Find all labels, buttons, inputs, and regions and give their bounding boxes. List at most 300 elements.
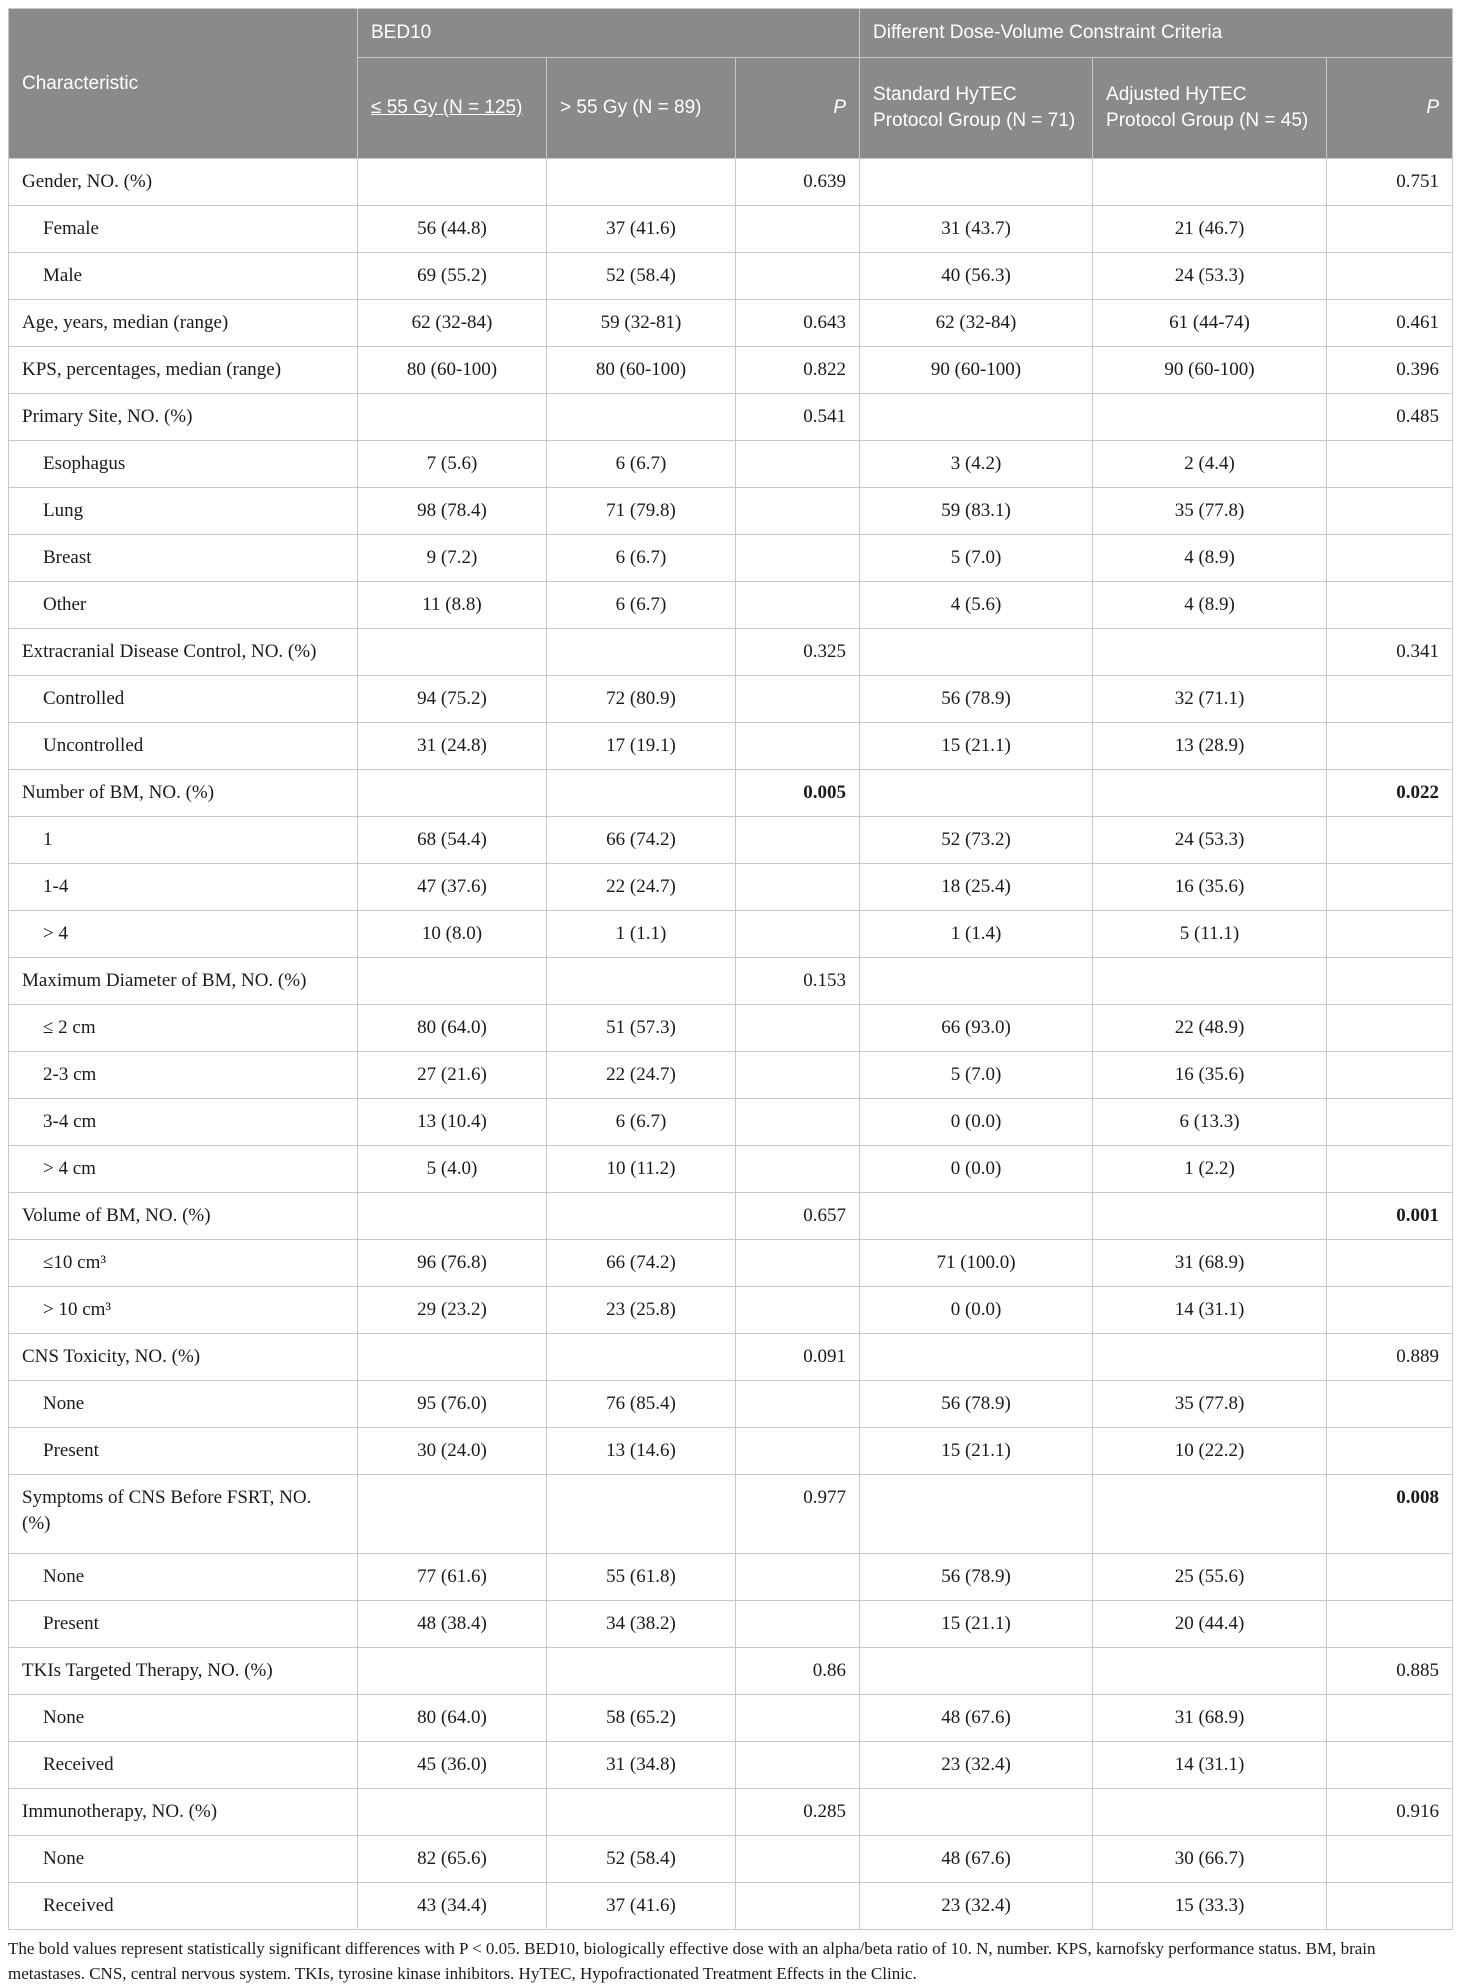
cell-standard: [860, 1648, 1093, 1695]
row-label: Symptoms of CNS Before FSRT, NO. (%): [9, 1475, 358, 1554]
table-row: [9, 347, 1453, 394]
row-label: None: [9, 1381, 358, 1428]
cell-p2: 0.885: [1327, 1648, 1453, 1695]
cell-gt55: 17 (19.1): [547, 723, 736, 770]
cell-p2: 0.751: [1327, 159, 1453, 206]
cell-p2: [1327, 535, 1453, 582]
cell-gt55: 72 (80.9): [547, 676, 736, 723]
cell-adjusted: [1093, 770, 1327, 817]
cell-standard: [860, 629, 1093, 676]
table-row: [9, 1005, 1453, 1052]
cell-adjusted: [1093, 394, 1327, 441]
table-row: [9, 1381, 1453, 1428]
header-col-p2: P: [1327, 58, 1453, 159]
cell-adjusted: 24 (53.3): [1093, 253, 1327, 300]
table-row: [9, 770, 1453, 817]
cell-le55: 77 (61.6): [358, 1554, 547, 1601]
cell-gt55: 58 (65.2): [547, 1695, 736, 1742]
cell-le55: 11 (8.8): [358, 582, 547, 629]
table-row: [9, 911, 1453, 958]
cell-p2: [1327, 1883, 1453, 1930]
cell-gt55: 6 (6.7): [547, 582, 736, 629]
cell-adjusted: 31 (68.9): [1093, 1240, 1327, 1287]
row-label: ≤ 2 cm: [9, 1005, 358, 1052]
row-label: Age, years, median (range): [9, 300, 358, 347]
cell-p1: [736, 582, 860, 629]
cell-le55: [358, 1789, 547, 1836]
cell-gt55: 71 (79.8): [547, 488, 736, 535]
table-row: [9, 1742, 1453, 1789]
table-row: [9, 159, 1453, 206]
cell-adjusted: 5 (11.1): [1093, 911, 1327, 958]
cell-p1: [736, 1052, 860, 1099]
table-row: [9, 1099, 1453, 1146]
cell-gt55: [547, 1648, 736, 1695]
cell-p2: [1327, 723, 1453, 770]
cell-p2: [1327, 1287, 1453, 1334]
table-row: [9, 300, 1453, 347]
cell-p1: [736, 817, 860, 864]
cell-gt55: [547, 1475, 736, 1554]
cell-gt55: 52 (58.4): [547, 1836, 736, 1883]
row-label: Extracranial Disease Control, NO. (%): [9, 629, 358, 676]
cell-p1: [736, 676, 860, 723]
cell-p1: [736, 911, 860, 958]
cell-p2: 0.461: [1327, 300, 1453, 347]
cell-p1: 0.153: [736, 958, 860, 1005]
row-label: Received: [9, 1742, 358, 1789]
row-label: Primary Site, NO. (%): [9, 394, 358, 441]
cell-p1: [736, 1240, 860, 1287]
row-label: None: [9, 1554, 358, 1601]
header-characteristic: Characteristic: [9, 9, 358, 159]
cell-gt55: 1 (1.1): [547, 911, 736, 958]
characteristics-table: [8, 8, 1453, 1930]
cell-p2: [1327, 488, 1453, 535]
cell-standard: [860, 1334, 1093, 1381]
cell-standard: 3 (4.2): [860, 441, 1093, 488]
table-row: [9, 1052, 1453, 1099]
row-label: 3-4 cm: [9, 1099, 358, 1146]
cell-gt55: 10 (11.2): [547, 1146, 736, 1193]
cell-gt55: [547, 1334, 736, 1381]
cell-adjusted: [1093, 1475, 1327, 1554]
header-group-bed10: BED10: [358, 9, 860, 58]
cell-p2: [1327, 817, 1453, 864]
cell-gt55: 23 (25.8): [547, 1287, 736, 1334]
cell-p1: [736, 1836, 860, 1883]
cell-le55: 7 (5.6): [358, 441, 547, 488]
cell-p1: [736, 441, 860, 488]
cell-p1: [736, 488, 860, 535]
cell-adjusted: 25 (55.6): [1093, 1554, 1327, 1601]
cell-standard: 48 (67.6): [860, 1836, 1093, 1883]
table-row: [9, 535, 1453, 582]
cell-adjusted: 16 (35.6): [1093, 864, 1327, 911]
cell-standard: 0 (0.0): [860, 1287, 1093, 1334]
table-row: [9, 1648, 1453, 1695]
cell-p1: 0.639: [736, 159, 860, 206]
cell-standard: 18 (25.4): [860, 864, 1093, 911]
cell-p2: [1327, 253, 1453, 300]
cell-gt55: [547, 770, 736, 817]
cell-gt55: 76 (85.4): [547, 1381, 736, 1428]
cell-standard: 5 (7.0): [860, 1052, 1093, 1099]
cell-p2: [1327, 1005, 1453, 1052]
cell-le55: 80 (64.0): [358, 1695, 547, 1742]
row-label: Number of BM, NO. (%): [9, 770, 358, 817]
cell-le55: 96 (76.8): [358, 1240, 547, 1287]
cell-le55: 43 (34.4): [358, 1883, 547, 1930]
cell-p2: [1327, 206, 1453, 253]
cell-le55: [358, 1475, 547, 1554]
cell-standard: 56 (78.9): [860, 1381, 1093, 1428]
table-container: [8, 8, 1452, 1986]
cell-le55: 5 (4.0): [358, 1146, 547, 1193]
row-label: > 4 cm: [9, 1146, 358, 1193]
cell-p2: [1327, 1601, 1453, 1648]
header-col-standard: Standard HyTEC Protocol Group (N = 71): [860, 58, 1093, 159]
table-row: [9, 1601, 1453, 1648]
row-label: ≤10 cm³: [9, 1240, 358, 1287]
table-row: [9, 441, 1453, 488]
cell-adjusted: [1093, 1334, 1327, 1381]
cell-standard: 66 (93.0): [860, 1005, 1093, 1052]
cell-gt55: [547, 958, 736, 1005]
cell-le55: 29 (23.2): [358, 1287, 547, 1334]
cell-p2: [1327, 1099, 1453, 1146]
cell-gt55: 37 (41.6): [547, 1883, 736, 1930]
cell-le55: 69 (55.2): [358, 253, 547, 300]
cell-le55: 10 (8.0): [358, 911, 547, 958]
cell-le55: 31 (24.8): [358, 723, 547, 770]
cell-p2: 0.485: [1327, 394, 1453, 441]
cell-p2: [1327, 1554, 1453, 1601]
cell-adjusted: 35 (77.8): [1093, 488, 1327, 535]
cell-gt55: 59 (32-81): [547, 300, 736, 347]
cell-p1: [736, 723, 860, 770]
cell-le55: [358, 159, 547, 206]
cell-le55: 27 (21.6): [358, 1052, 547, 1099]
cell-adjusted: [1093, 958, 1327, 1005]
cell-le55: [358, 1648, 547, 1695]
cell-standard: [860, 394, 1093, 441]
cell-p1: 0.541: [736, 394, 860, 441]
cell-standard: 1 (1.4): [860, 911, 1093, 958]
table-row: [9, 958, 1453, 1005]
cell-standard: 23 (32.4): [860, 1742, 1093, 1789]
cell-adjusted: 14 (31.1): [1093, 1742, 1327, 1789]
cell-adjusted: [1093, 159, 1327, 206]
cell-gt55: 66 (74.2): [547, 1240, 736, 1287]
table-row: [9, 394, 1453, 441]
cell-standard: [860, 958, 1093, 1005]
row-label: Male: [9, 253, 358, 300]
cell-p2: 0.916: [1327, 1789, 1453, 1836]
row-label: None: [9, 1695, 358, 1742]
row-label: KPS, percentages, median (range): [9, 347, 358, 394]
cell-gt55: [547, 1193, 736, 1240]
cell-gt55: 31 (34.8): [547, 1742, 736, 1789]
cell-standard: [860, 1475, 1093, 1554]
cell-adjusted: 35 (77.8): [1093, 1381, 1327, 1428]
cell-adjusted: 13 (28.9): [1093, 723, 1327, 770]
cell-p1: 0.285: [736, 1789, 860, 1836]
cell-p1: 0.091: [736, 1334, 860, 1381]
header-row-top: [9, 9, 1453, 58]
cell-gt55: 22 (24.7): [547, 864, 736, 911]
cell-standard: 56 (78.9): [860, 1554, 1093, 1601]
cell-p2: [1327, 1146, 1453, 1193]
cell-p2: [1327, 1240, 1453, 1287]
cell-gt55: 66 (74.2): [547, 817, 736, 864]
cell-le55: 30 (24.0): [358, 1428, 547, 1475]
row-label: Breast: [9, 535, 358, 582]
cell-adjusted: 16 (35.6): [1093, 1052, 1327, 1099]
cell-gt55: 22 (24.7): [547, 1052, 736, 1099]
table-row: [9, 1695, 1453, 1742]
table-body: [9, 159, 1453, 1930]
cell-standard: 0 (0.0): [860, 1146, 1093, 1193]
row-label: Female: [9, 206, 358, 253]
cell-p1: 0.325: [736, 629, 860, 676]
cell-adjusted: 61 (44-74): [1093, 300, 1327, 347]
table-row: [9, 1428, 1453, 1475]
cell-standard: 0 (0.0): [860, 1099, 1093, 1146]
row-label: Uncontrolled: [9, 723, 358, 770]
table-row: [9, 1193, 1453, 1240]
cell-adjusted: [1093, 1193, 1327, 1240]
row-label: None: [9, 1836, 358, 1883]
cell-p2: [1327, 1836, 1453, 1883]
table-footnote: The bold values represent statistically significant differences with P < 0.05. BED10, biologically effective dose with an alpha/beta ratio of 10. N, number. KPS, karnofsky performance status. BM, brain metastases. CNS, central nervous system. TKIs, tyrosine kinase inhibitors. HyTEC, Hypofractionated Treatment Effects in the Clinic.: [8, 1939, 1376, 1983]
cell-adjusted: 24 (53.3): [1093, 817, 1327, 864]
row-label: Present: [9, 1601, 358, 1648]
cell-le55: 95 (76.0): [358, 1381, 547, 1428]
cell-p1: 0.643: [736, 300, 860, 347]
cell-p1: [736, 253, 860, 300]
cell-p2: [1327, 958, 1453, 1005]
row-label: Gender, NO. (%): [9, 159, 358, 206]
cell-le55: 13 (10.4): [358, 1099, 547, 1146]
header-col-p1: P: [736, 58, 860, 159]
cell-adjusted: 10 (22.2): [1093, 1428, 1327, 1475]
header-col-le55-label: ≤ 55 Gy (N = 125): [371, 97, 523, 118]
table-row: [9, 676, 1453, 723]
cell-p1: [736, 1695, 860, 1742]
cell-gt55: 80 (60-100): [547, 347, 736, 394]
cell-p2: [1327, 676, 1453, 723]
cell-gt55: 6 (6.7): [547, 441, 736, 488]
cell-le55: 9 (7.2): [358, 535, 547, 582]
cell-standard: 15 (21.1): [860, 1428, 1093, 1475]
cell-p1: [736, 1381, 860, 1428]
cell-le55: 48 (38.4): [358, 1601, 547, 1648]
row-label: Esophagus: [9, 441, 358, 488]
cell-gt55: 51 (57.3): [547, 1005, 736, 1052]
cell-le55: 98 (78.4): [358, 488, 547, 535]
cell-standard: 4 (5.6): [860, 582, 1093, 629]
cell-gt55: [547, 629, 736, 676]
cell-p1: [736, 1428, 860, 1475]
cell-le55: 47 (37.6): [358, 864, 547, 911]
header-col-gt55: > 55 Gy (N = 89): [547, 58, 736, 159]
cell-le55: [358, 1193, 547, 1240]
cell-adjusted: 20 (44.4): [1093, 1601, 1327, 1648]
row-label: Volume of BM, NO. (%): [9, 1193, 358, 1240]
cell-p1: [736, 1099, 860, 1146]
cell-standard: 90 (60-100): [860, 347, 1093, 394]
cell-p2: [1327, 1695, 1453, 1742]
cell-adjusted: 4 (8.9): [1093, 535, 1327, 582]
table-row: [9, 206, 1453, 253]
cell-gt55: 6 (6.7): [547, 1099, 736, 1146]
cell-adjusted: 22 (48.9): [1093, 1005, 1327, 1052]
cell-p1: [736, 1146, 860, 1193]
row-label: Lung: [9, 488, 358, 535]
cell-standard: 31 (43.7): [860, 206, 1093, 253]
row-label: TKIs Targeted Therapy, NO. (%): [9, 1648, 358, 1695]
cell-standard: 59 (83.1): [860, 488, 1093, 535]
table-row: [9, 1789, 1453, 1836]
cell-p2: [1327, 582, 1453, 629]
table-row: [9, 1883, 1453, 1930]
table-row: [9, 1836, 1453, 1883]
cell-gt55: 37 (41.6): [547, 206, 736, 253]
header-group-dose-volume: Different Dose-Volume Constraint Criteria: [860, 9, 1453, 58]
row-label: Other: [9, 582, 358, 629]
cell-standard: 15 (21.1): [860, 723, 1093, 770]
cell-le55: [358, 394, 547, 441]
cell-standard: 5 (7.0): [860, 535, 1093, 582]
cell-p1: [736, 1883, 860, 1930]
cell-p1: [736, 1287, 860, 1334]
row-label: > 4: [9, 911, 358, 958]
cell-standard: [860, 159, 1093, 206]
header-col-adjusted: Adjusted HyTEC Protocol Group (N = 45): [1093, 58, 1327, 159]
cell-p1: 0.657: [736, 1193, 860, 1240]
cell-adjusted: 31 (68.9): [1093, 1695, 1327, 1742]
cell-adjusted: 2 (4.4): [1093, 441, 1327, 488]
cell-standard: [860, 1193, 1093, 1240]
cell-gt55: [547, 159, 736, 206]
cell-adjusted: 21 (46.7): [1093, 206, 1327, 253]
cell-p2: 0.396: [1327, 347, 1453, 394]
cell-p2: [1327, 1381, 1453, 1428]
cell-p2: [1327, 1052, 1453, 1099]
header-col-le55: [358, 58, 547, 159]
cell-adjusted: 90 (60-100): [1093, 347, 1327, 394]
table-row: [9, 253, 1453, 300]
row-label: 2-3 cm: [9, 1052, 358, 1099]
table-row: [9, 488, 1453, 535]
table-row: [9, 1334, 1453, 1381]
cell-gt55: 13 (14.6): [547, 1428, 736, 1475]
cell-adjusted: 1 (2.2): [1093, 1146, 1327, 1193]
cell-gt55: [547, 394, 736, 441]
cell-le55: [358, 770, 547, 817]
cell-p2: [1327, 1428, 1453, 1475]
table-header: [9, 9, 1453, 159]
cell-p2: [1327, 911, 1453, 958]
cell-p2: [1327, 864, 1453, 911]
cell-p1: [736, 1005, 860, 1052]
table-row: [9, 629, 1453, 676]
cell-le55: [358, 629, 547, 676]
cell-gt55: 55 (61.8): [547, 1554, 736, 1601]
cell-adjusted: 6 (13.3): [1093, 1099, 1327, 1146]
row-label: 1: [9, 817, 358, 864]
table-row: [9, 864, 1453, 911]
cell-le55: 56 (44.8): [358, 206, 547, 253]
cell-le55: [358, 958, 547, 1005]
cell-p1: 0.005: [736, 770, 860, 817]
cell-adjusted: 30 (66.7): [1093, 1836, 1327, 1883]
row-label: Maximum Diameter of BM, NO. (%): [9, 958, 358, 1005]
cell-le55: 80 (60-100): [358, 347, 547, 394]
cell-le55: 94 (75.2): [358, 676, 547, 723]
table-row: [9, 817, 1453, 864]
row-label: Present: [9, 1428, 358, 1475]
row-label: Received: [9, 1883, 358, 1930]
row-label: CNS Toxicity, NO. (%): [9, 1334, 358, 1381]
cell-standard: 40 (56.3): [860, 253, 1093, 300]
cell-p1: 0.822: [736, 347, 860, 394]
cell-gt55: [547, 1789, 736, 1836]
cell-p1: [736, 206, 860, 253]
cell-p1: [736, 864, 860, 911]
cell-p1: 0.86: [736, 1648, 860, 1695]
cell-standard: 71 (100.0): [860, 1240, 1093, 1287]
table-row: [9, 1287, 1453, 1334]
cell-p1: [736, 1554, 860, 1601]
cell-standard: 56 (78.9): [860, 676, 1093, 723]
cell-p1: [736, 1742, 860, 1789]
cell-standard: 15 (21.1): [860, 1601, 1093, 1648]
cell-adjusted: 32 (71.1): [1093, 676, 1327, 723]
cell-p1: [736, 535, 860, 582]
cell-le55: 45 (36.0): [358, 1742, 547, 1789]
row-label: Controlled: [9, 676, 358, 723]
row-label: > 10 cm³: [9, 1287, 358, 1334]
cell-gt55: 34 (38.2): [547, 1601, 736, 1648]
cell-gt55: 6 (6.7): [547, 535, 736, 582]
cell-p1: [736, 1601, 860, 1648]
cell-p2: 0.889: [1327, 1334, 1453, 1381]
table-row: [9, 582, 1453, 629]
cell-standard: 48 (67.6): [860, 1695, 1093, 1742]
table-row: [9, 723, 1453, 770]
cell-le55: 68 (54.4): [358, 817, 547, 864]
cell-standard: 23 (32.4): [860, 1883, 1093, 1930]
cell-p2: 0.008: [1327, 1475, 1453, 1554]
cell-adjusted: [1093, 1789, 1327, 1836]
table-row: [9, 1240, 1453, 1287]
cell-adjusted: [1093, 1648, 1327, 1695]
cell-le55: 82 (65.6): [358, 1836, 547, 1883]
cell-gt55: 52 (58.4): [547, 253, 736, 300]
table-row: [9, 1475, 1453, 1554]
cell-le55: [358, 1334, 547, 1381]
cell-standard: [860, 770, 1093, 817]
cell-standard: [860, 1789, 1093, 1836]
cell-standard: 52 (73.2): [860, 817, 1093, 864]
row-label: Immunotherapy, NO. (%): [9, 1789, 358, 1836]
cell-adjusted: 4 (8.9): [1093, 582, 1327, 629]
row-label: 1-4: [9, 864, 358, 911]
cell-adjusted: 14 (31.1): [1093, 1287, 1327, 1334]
cell-p2: 0.001: [1327, 1193, 1453, 1240]
